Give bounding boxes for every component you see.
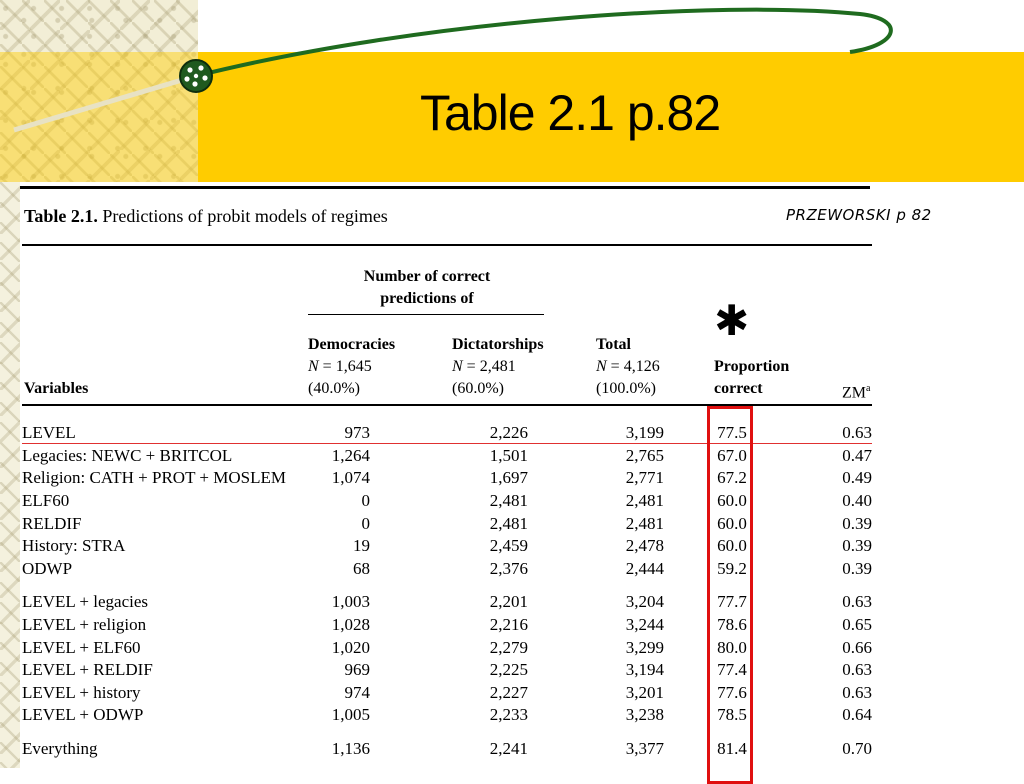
decorative-pattern-strip bbox=[0, 182, 20, 768]
cell-variable: LEVEL + history bbox=[22, 682, 141, 702]
cell-zm: 0.66 bbox=[842, 637, 872, 657]
cell-dictatorships: 2,376 bbox=[489, 558, 528, 578]
cell-proportion: 77.6 bbox=[717, 682, 747, 702]
cell-total: 3,204 bbox=[625, 592, 664, 612]
group-header-rule bbox=[308, 314, 544, 315]
handwritten-note: PRZEWORSKI p 82 bbox=[786, 206, 932, 224]
cell-democracies: 1,028 bbox=[331, 615, 370, 635]
cell-variable: Religion: CATH + PROT + MOSLEM bbox=[22, 468, 286, 488]
cell-dictatorships: 1,697 bbox=[489, 468, 528, 488]
cell-proportion: 59.2 bbox=[717, 558, 747, 578]
cell-proportion: 78.6 bbox=[717, 615, 747, 635]
cell-democracies: 973 bbox=[344, 423, 370, 443]
cell-proportion: 77.4 bbox=[717, 660, 747, 680]
cell-variable: LEVEL + RELDIF bbox=[22, 660, 153, 680]
header-proportion bbox=[714, 356, 789, 400]
header-dictatorships-n: N = 2,481 bbox=[452, 358, 516, 375]
cell-dictatorships: 2,241 bbox=[489, 739, 528, 759]
cell-proportion: 60.0 bbox=[717, 536, 747, 556]
header-total-title: Total bbox=[596, 336, 631, 353]
cell-variable: LEVEL + ODWP bbox=[22, 705, 144, 725]
cell-zm: 0.39 bbox=[842, 513, 872, 533]
header-democracies-pct: (40.0%) bbox=[308, 380, 360, 397]
cell-dictatorships: 2,216 bbox=[489, 615, 528, 635]
cell-zm: 0.47 bbox=[842, 445, 872, 465]
cell-democracies: 1,074 bbox=[331, 468, 370, 488]
caption-text: Predictions of probit models of regimes bbox=[102, 206, 388, 226]
cell-total: 3,201 bbox=[625, 682, 664, 702]
group-header bbox=[310, 266, 544, 310]
cell-total: 3,244 bbox=[625, 615, 664, 635]
header-variables: Variables bbox=[24, 380, 89, 397]
cell-dictatorships: 2,459 bbox=[489, 536, 528, 556]
cell-democracies: 0 bbox=[361, 491, 370, 511]
cell-democracies: 1,020 bbox=[331, 637, 370, 657]
cell-dictatorships: 1,501 bbox=[489, 445, 528, 465]
cell-total: 2,771 bbox=[625, 468, 664, 488]
cell-proportion: 78.5 bbox=[717, 705, 747, 725]
cell-proportion: 67.0 bbox=[717, 445, 747, 465]
table-caption bbox=[24, 206, 388, 227]
cell-proportion: 77.5 bbox=[717, 423, 747, 443]
cell-total: 3,238 bbox=[625, 705, 664, 725]
header-zm bbox=[842, 378, 870, 404]
cell-variable: LEVEL + legacies bbox=[22, 592, 149, 612]
header-total-n: N = 4,126 bbox=[596, 358, 660, 375]
cell-democracies: 68 bbox=[353, 558, 370, 578]
cell-zm: 0.63 bbox=[842, 592, 872, 612]
group-header-line2: predictions of bbox=[380, 290, 474, 307]
cell-variable: LEVEL bbox=[22, 423, 76, 443]
cell-democracies: 1,005 bbox=[331, 705, 370, 725]
cell-zm: 0.65 bbox=[842, 615, 872, 635]
cell-democracies: 969 bbox=[344, 660, 370, 680]
cell-total: 2,478 bbox=[625, 536, 664, 556]
title-divider bbox=[20, 186, 870, 189]
cell-zm: 0.39 bbox=[842, 558, 872, 578]
cell-total: 3,299 bbox=[625, 637, 664, 657]
cell-proportion: 67.2 bbox=[717, 468, 747, 488]
cell-variable: History: STRA bbox=[22, 536, 126, 556]
asterisk-mark: ✱ bbox=[714, 296, 750, 345]
cell-dictatorships: 2,233 bbox=[489, 705, 528, 725]
cell-zm: 0.63 bbox=[842, 660, 872, 680]
cell-dictatorships: 2,201 bbox=[489, 592, 528, 612]
header-democracies-n: N = 1,645 bbox=[308, 358, 372, 375]
cell-variable: LEVEL + ELF60 bbox=[22, 637, 141, 657]
cell-variable: ELF60 bbox=[22, 491, 70, 511]
header-zm-sup: a bbox=[866, 383, 871, 394]
cell-zm: 0.64 bbox=[842, 705, 872, 725]
highlight-box bbox=[707, 406, 753, 784]
cell-zm: 0.39 bbox=[842, 536, 872, 556]
cell-variable: ODWP bbox=[22, 558, 73, 578]
header-dictatorships bbox=[452, 334, 544, 400]
cell-proportion: 77.7 bbox=[717, 592, 747, 612]
cell-dictatorships: 2,481 bbox=[489, 513, 528, 533]
header-dictatorships-title: Dictatorships bbox=[452, 336, 544, 353]
cell-total: 2,444 bbox=[625, 558, 664, 578]
cell-zm: 0.63 bbox=[842, 682, 872, 702]
header-total bbox=[596, 334, 660, 400]
cell-proportion: 60.0 bbox=[717, 491, 747, 511]
cell-democracies: 19 bbox=[353, 536, 370, 556]
cell-democracies: 974 bbox=[344, 682, 370, 702]
header-proportion-line2: correct bbox=[714, 380, 763, 397]
header-zm-label: ZM bbox=[842, 384, 866, 402]
header-total-pct: (100.0%) bbox=[596, 380, 656, 397]
caption-label: Table 2.1. bbox=[24, 206, 98, 226]
header-democracies-title: Democracies bbox=[308, 336, 396, 353]
swoosh-curve-icon bbox=[196, 10, 891, 76]
cell-variable: LEVEL + religion bbox=[22, 615, 147, 635]
slide-title: Table 2.1 p.82 bbox=[420, 85, 721, 141]
table-top-rule bbox=[22, 244, 872, 246]
cell-zm: 0.70 bbox=[842, 739, 872, 759]
cell-variable: Everything bbox=[22, 739, 98, 759]
cell-zm: 0.40 bbox=[842, 491, 872, 511]
cell-proportion: 80.0 bbox=[717, 637, 747, 657]
cell-total: 2,481 bbox=[625, 491, 664, 511]
swoosh-tail-icon bbox=[14, 80, 182, 130]
cell-zm: 0.63 bbox=[842, 423, 872, 443]
cell-proportion: 60.0 bbox=[717, 513, 747, 533]
header-proportion-line1: Proportion bbox=[714, 358, 790, 375]
cell-proportion: 81.4 bbox=[717, 739, 747, 759]
cell-democracies: 1,264 bbox=[331, 445, 370, 465]
cell-democracies: 0 bbox=[361, 513, 370, 533]
cell-dictatorships: 2,225 bbox=[489, 660, 528, 680]
cell-dictatorships: 2,226 bbox=[489, 423, 528, 443]
green-orb-icon bbox=[180, 60, 212, 92]
cell-total: 3,377 bbox=[625, 739, 664, 759]
cell-total: 3,194 bbox=[625, 660, 664, 680]
cell-dictatorships: 2,481 bbox=[489, 491, 528, 511]
cell-democracies: 1,136 bbox=[331, 739, 370, 759]
cell-total: 2,481 bbox=[625, 513, 664, 533]
cell-dictatorships: 2,279 bbox=[489, 637, 528, 657]
cell-zm: 0.49 bbox=[842, 468, 872, 488]
cell-dictatorships: 2,227 bbox=[489, 682, 528, 702]
cell-variable: RELDIF bbox=[22, 513, 82, 533]
cell-variable: Legacies: NEWC + BRITCOL bbox=[22, 445, 233, 465]
cell-total: 2,765 bbox=[625, 445, 664, 465]
header-dictatorships-pct: (60.0%) bbox=[452, 380, 504, 397]
cell-democracies: 1,003 bbox=[331, 592, 370, 612]
header-democracies bbox=[308, 334, 395, 400]
cell-total: 3,199 bbox=[625, 423, 664, 443]
group-header-line1: Number of correct bbox=[363, 268, 491, 285]
